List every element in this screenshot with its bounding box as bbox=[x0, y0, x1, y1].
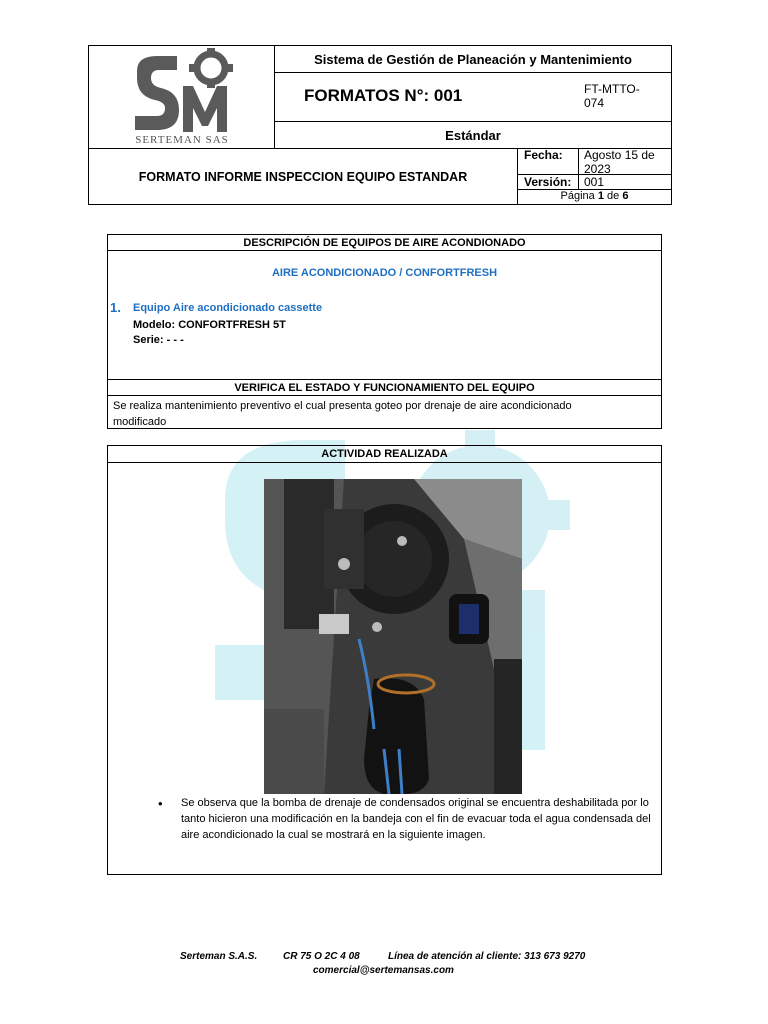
page-prefix: Página bbox=[560, 190, 595, 202]
system-title: Sistema de Gestión de Planeación y Mantenimiento bbox=[275, 46, 671, 73]
footer-phone: Línea de atención al cliente: 313 673 9270 bbox=[388, 951, 586, 962]
footer-company: Serteman S.A.S. bbox=[180, 951, 258, 962]
company-logo bbox=[127, 46, 237, 138]
serial-line bbox=[133, 334, 184, 346]
model-value: CONFORTFRESH 5T bbox=[178, 319, 286, 331]
page-of: de bbox=[607, 190, 620, 202]
item-title: Equipo Aire acondicionado cassette bbox=[133, 302, 323, 314]
model-line bbox=[133, 319, 286, 331]
page-indicator bbox=[518, 190, 671, 202]
company-logo-text: SERTEMAN SAS bbox=[135, 134, 229, 146]
model-label: Modelo: bbox=[133, 319, 176, 331]
format-number: FORMATOS N°: 001 bbox=[304, 86, 463, 105]
activity-bullet-text: Se observa que la bomba de drenaje de condensados original se encuentra deshabilitada por lo tanto hicieron una modificación en la bandeja con el fin de evacuar toda el agua condensada del aire acondicionado la cual se mostrará en la siguiente imagen. bbox=[181, 797, 651, 841]
drain-pump-photo bbox=[264, 479, 522, 794]
date-value: Agosto 15 de 2023 bbox=[584, 148, 655, 176]
footer-email: comercial@sertemansas.com bbox=[313, 965, 454, 976]
date-label: Fecha: bbox=[524, 148, 563, 162]
status-title: VERIFICA EL ESTADO Y FUNCIONAMIENTO DEL EQUIPO bbox=[107, 379, 662, 396]
bullet-icon: • bbox=[158, 796, 163, 811]
format-code: FT-MTTO-074 bbox=[584, 82, 640, 110]
serial-value: - - - bbox=[166, 334, 184, 346]
standard-label: Estándar bbox=[275, 121, 671, 149]
activity-title: ACTIVIDAD REALIZADA bbox=[107, 446, 662, 463]
report-title: FORMATO INFORME INSPECCION EQUIPO ESTANDAR bbox=[89, 149, 518, 204]
version-label: Versión: bbox=[524, 175, 572, 189]
status-text: Se realiza mantenimiento preventivo el cual presenta goteo por drenaje de aire acondicionado modificado bbox=[113, 400, 572, 428]
serial-label: Serie: bbox=[133, 334, 164, 346]
item-number: 1. bbox=[110, 300, 121, 315]
logo-cell bbox=[89, 46, 275, 149]
date-label-divider bbox=[578, 149, 579, 189]
page-current: 1 bbox=[597, 190, 604, 202]
description-title: DESCRIPCIÓN DE EQUIPOS DE AIRE ACONDIONADO bbox=[107, 235, 662, 251]
description-subtitle: AIRE ACONDICIONADO / CONFORTFRESH bbox=[271, 267, 498, 279]
page-total: 6 bbox=[622, 190, 629, 202]
footer-address: CR 75 O 2C 4 08 bbox=[283, 951, 360, 962]
version-value: 001 bbox=[584, 175, 605, 189]
